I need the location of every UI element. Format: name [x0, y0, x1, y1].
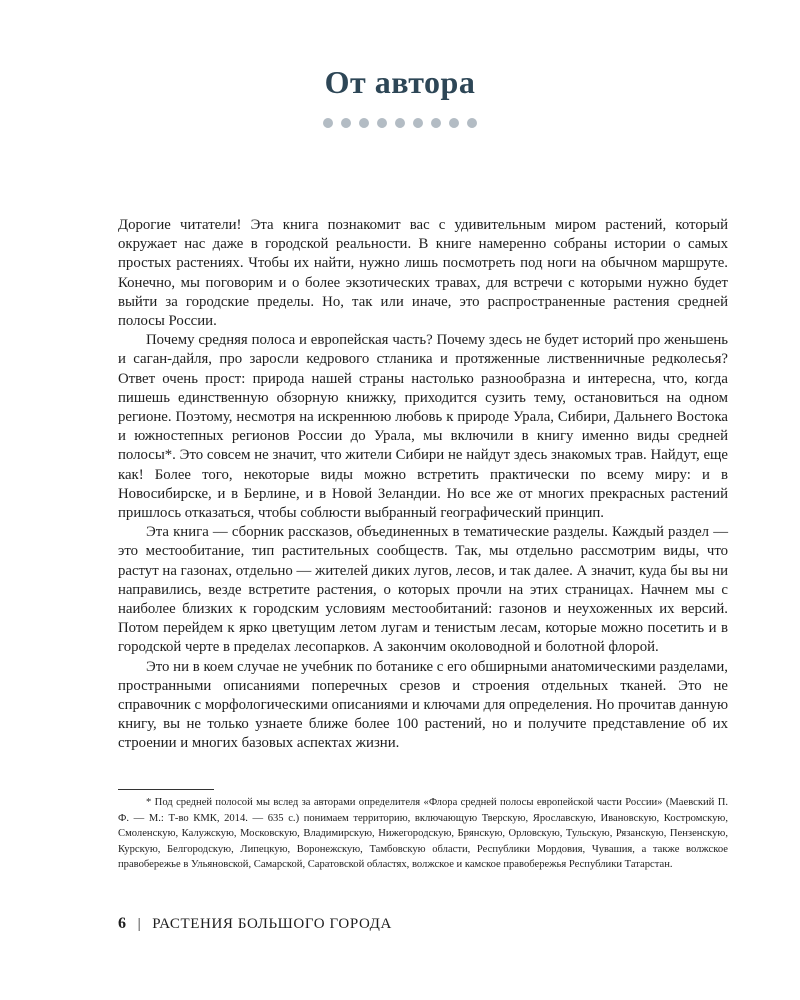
ornament-dot: [449, 118, 459, 128]
ornament-dot: [467, 118, 477, 128]
ornament-dot: [341, 118, 351, 128]
ornament-dot: [413, 118, 423, 128]
ornament-dot: [359, 118, 369, 128]
paragraph: Почему средняя полоса и европейская часть? Почему здесь не будет историй про женьшень и саган-дайля, про заросли кедрового стланика и протяженные лиственничные редколесья? Ответ очень прост: природа нашей страны настолько разнообразна и интересна, что, когда пишешь единственную обзорную книжку, приходится сузить тему, остановиться на одном регионе. Поэтому, несмотря на искреннюю любовь к природе Урала, Сибири, Дальнего Востока и южностепных регионов России до Урала, мы включили в книгу именно виды средней полосы*. Это совсем не значит, что жители Сибири не найдут здесь знакомых трав. Найдут, еще как! Более того, некоторые виды можно встретить практически по всему миру: и в Новосибирске, и в Берлине, и в Новой Зеландии. Но все же от многих прекрасных растений пришлось отказаться, чтобы соблюсти выбранный географический принцип.: [118, 332, 728, 522]
page-footer: [118, 915, 392, 933]
page-number: 6: [118, 915, 127, 932]
footer-separator: |: [137, 916, 142, 932]
title-ornament: [0, 118, 800, 128]
footnote-divider: [118, 789, 214, 790]
ornament-dot: [431, 118, 441, 128]
ornament-dot: [323, 118, 333, 128]
main-text: [118, 216, 728, 754]
footnote: * Под средней полосой мы вслед за авторами определителя «Флора средней полосы европейской части России» (Маевский П. Ф. — М.: Т-во КМК, 2014. — 635 с.) понимаем территорию, включающую Тверскую, Ярославскую, Ивановскую, Костромскую, Смоленскую, Калужскую, Московскую, Владимирскую, Нижегородскую, Брянскую, Орловскую, Тульскую, Рязанскую, Пензенскую, Курскую, Белгородскую, Липецкую, Воронежскую, Тамбовскую области, Республики Мордовия, Чувашия, а также волжское правобережье в Ульяновской, Самарской, Саратовской областях, волжское и камское правобережья Республики Татарстан.: [118, 797, 728, 870]
paragraph: Это ни в коем случае не учебник по ботанике с его обширными анатомическими разделами, пространными описаниями поперечных срезов и строения отдельных тканей. Это не справочник с морфологическими описаниями и ключами для определения. Но прочитав данную книгу, вы не только узнаете ближе более 100 растений, но и получите представление об их строении и многих базовых аспектах жизни.: [118, 658, 728, 752]
ornament-dot: [395, 118, 405, 128]
paragraph: Дорогие читатели! Эта книга познакомит вас с удивительным миром растений, который окружает нас даже в городской реальности. В книге намеренно собраны истории о самых простых растениях. Чтобы их найти, нужно лишь посмотреть под ноги на обычном маршруте. Конечно, мы поговорим и о более экзотических травах, для встречи с которыми нужно будет выйти за городские пределы. Но, так или иначе, это распространенные растения средней полосы России.: [118, 217, 728, 330]
paragraph: Эта книга — сборник рассказов, объединенных в тематические разделы. Каждый раздел — это местообитание, тип растительных сообществ. Так, мы отдельно рассмотрим виды, что растут на газонах, отдельно — жителей диких лугов, лесов, и так далее. А значит, куда бы вы ни направились, везде встретите растения, о которых прочли на этих страницах. Начнем мы с наиболее близких к городским условиям местообитаний: газонов и неухоженных их версий. Потом перейдем к ярко цветущим летом лугам и тенистым лесам, которые можно посетить и в городской черте в пределах лесопарков. А закончим околоводной и болотной флорой.: [118, 524, 728, 656]
ornament-dot: [377, 118, 387, 128]
page-title: От автора: [324, 64, 476, 100]
running-title: РАСТЕНИЯ БОЛЬШОГО ГОРОДА: [152, 916, 392, 932]
